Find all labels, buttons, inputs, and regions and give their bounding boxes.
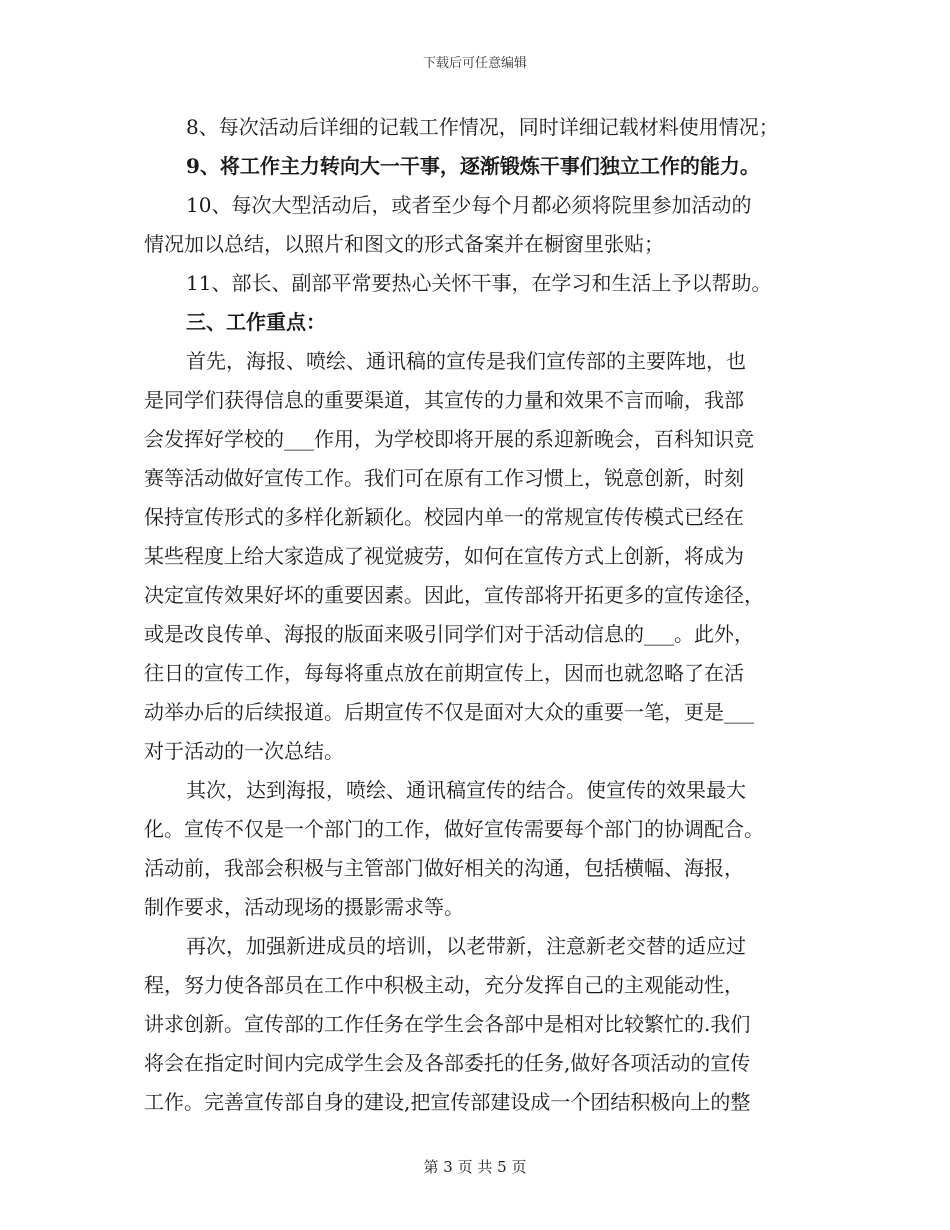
paragraph-line: 讲求创新。宣传部的工作任务在学生会各部中是相对比较繁忙的.我们 bbox=[144, 1012, 751, 1036]
section-heading: 三、工作重点： bbox=[186, 310, 326, 334]
paragraph-line: 某些程度上给大家造成了视觉疲劳，如何在宣传方式上创新，将成为 bbox=[144, 544, 744, 568]
paragraph-line: 制作要求，活动现场的摄影需求等。 bbox=[144, 895, 464, 919]
paragraph-line: 10、每次大型活动后，或者至少每个月都必须将院里参加活动的 bbox=[186, 193, 752, 217]
paragraph-line: 是同学们获得信息的重要渠道，其宣传的力量和效果不言而喻，我部 bbox=[144, 388, 744, 412]
paragraph-line: 9、将工作主力转向大一干事，逐渐锻炼干事们独立工作的能力。 bbox=[186, 154, 760, 178]
paragraph-line: 8、每次活动后详细的记载工作情况，同时详细记载材料使用情况； bbox=[186, 115, 779, 139]
paragraph-line: 活动前，我部会积极与主管部门做好相关的沟通，包括横幅、海报， bbox=[144, 856, 744, 880]
paragraph-line: 11、部长、副部平常要热心关怀干事，在学习和生活上予以帮助。 bbox=[186, 271, 772, 295]
document-body bbox=[144, 108, 816, 1122]
paragraph-line: 动举办后的后续报道。后期宣传不仅是面对大众的重要一笔，更是___ bbox=[144, 700, 754, 724]
paragraph-line: 决定宣传效果好坏的重要因素。因此，宣传部将开拓更多的宣传途径， bbox=[144, 583, 764, 607]
paragraph-line: 化。宣传不仅是一个部门的工作，做好宣传需要每个部门的协调配合。 bbox=[144, 817, 764, 841]
paragraph-line: 将会在指定时间内完成学生会及各部委托的任务,做好各项活动的宣传 bbox=[144, 1051, 751, 1075]
paragraph-line: 再次，加强新进成员的培训，以老带新，注意新老交替的适应过 bbox=[186, 934, 746, 958]
paragraph-line: 首先，海报、喷绘、通讯稿的宣传是我们宣传部的主要阵地，也 bbox=[186, 349, 746, 373]
paragraph-line: 其次，达到海报，喷绘、通讯稿宣传的结合。使宣传的效果最大 bbox=[186, 778, 746, 802]
page-header: 下载后可任意编辑 bbox=[422, 56, 527, 71]
paragraph-line: 工作。完善宣传部自身的建设,把宣传部建设成一个团结积极向上的整 bbox=[144, 1090, 751, 1114]
paragraph-line: 保持宣传形式的多样化新颖化。校园内单一的常规宣传传模式已经在 bbox=[144, 505, 744, 529]
paragraph-line: 程，努力使各部员在工作中积极主动，充分发挥自己的主观能动性， bbox=[144, 973, 744, 997]
paragraph-line: 赛等活动做好宣传工作。我们可在原有工作习惯上，锐意创新，时刻 bbox=[144, 466, 744, 490]
page-footer: 第 3 页 共 5 页 bbox=[423, 1158, 527, 1176]
paragraph-line: 会发挥好学校的___作用，为学校即将开展的系迎新晚会，百科知识竞 bbox=[144, 427, 754, 451]
paragraph-line: 往日的宣传工作，每每将重点放在前期宣传上，因而也就忽略了在活 bbox=[144, 661, 744, 685]
paragraph-line: 或是改良传单、海报的版面来吸引同学们对于活动信息的___。此外， bbox=[144, 622, 754, 646]
paragraph-line: 对于活动的一次总结。 bbox=[144, 739, 344, 763]
paragraph-line: 情况加以总结，以照片和图文的形式备案并在橱窗里张贴； bbox=[144, 232, 664, 256]
